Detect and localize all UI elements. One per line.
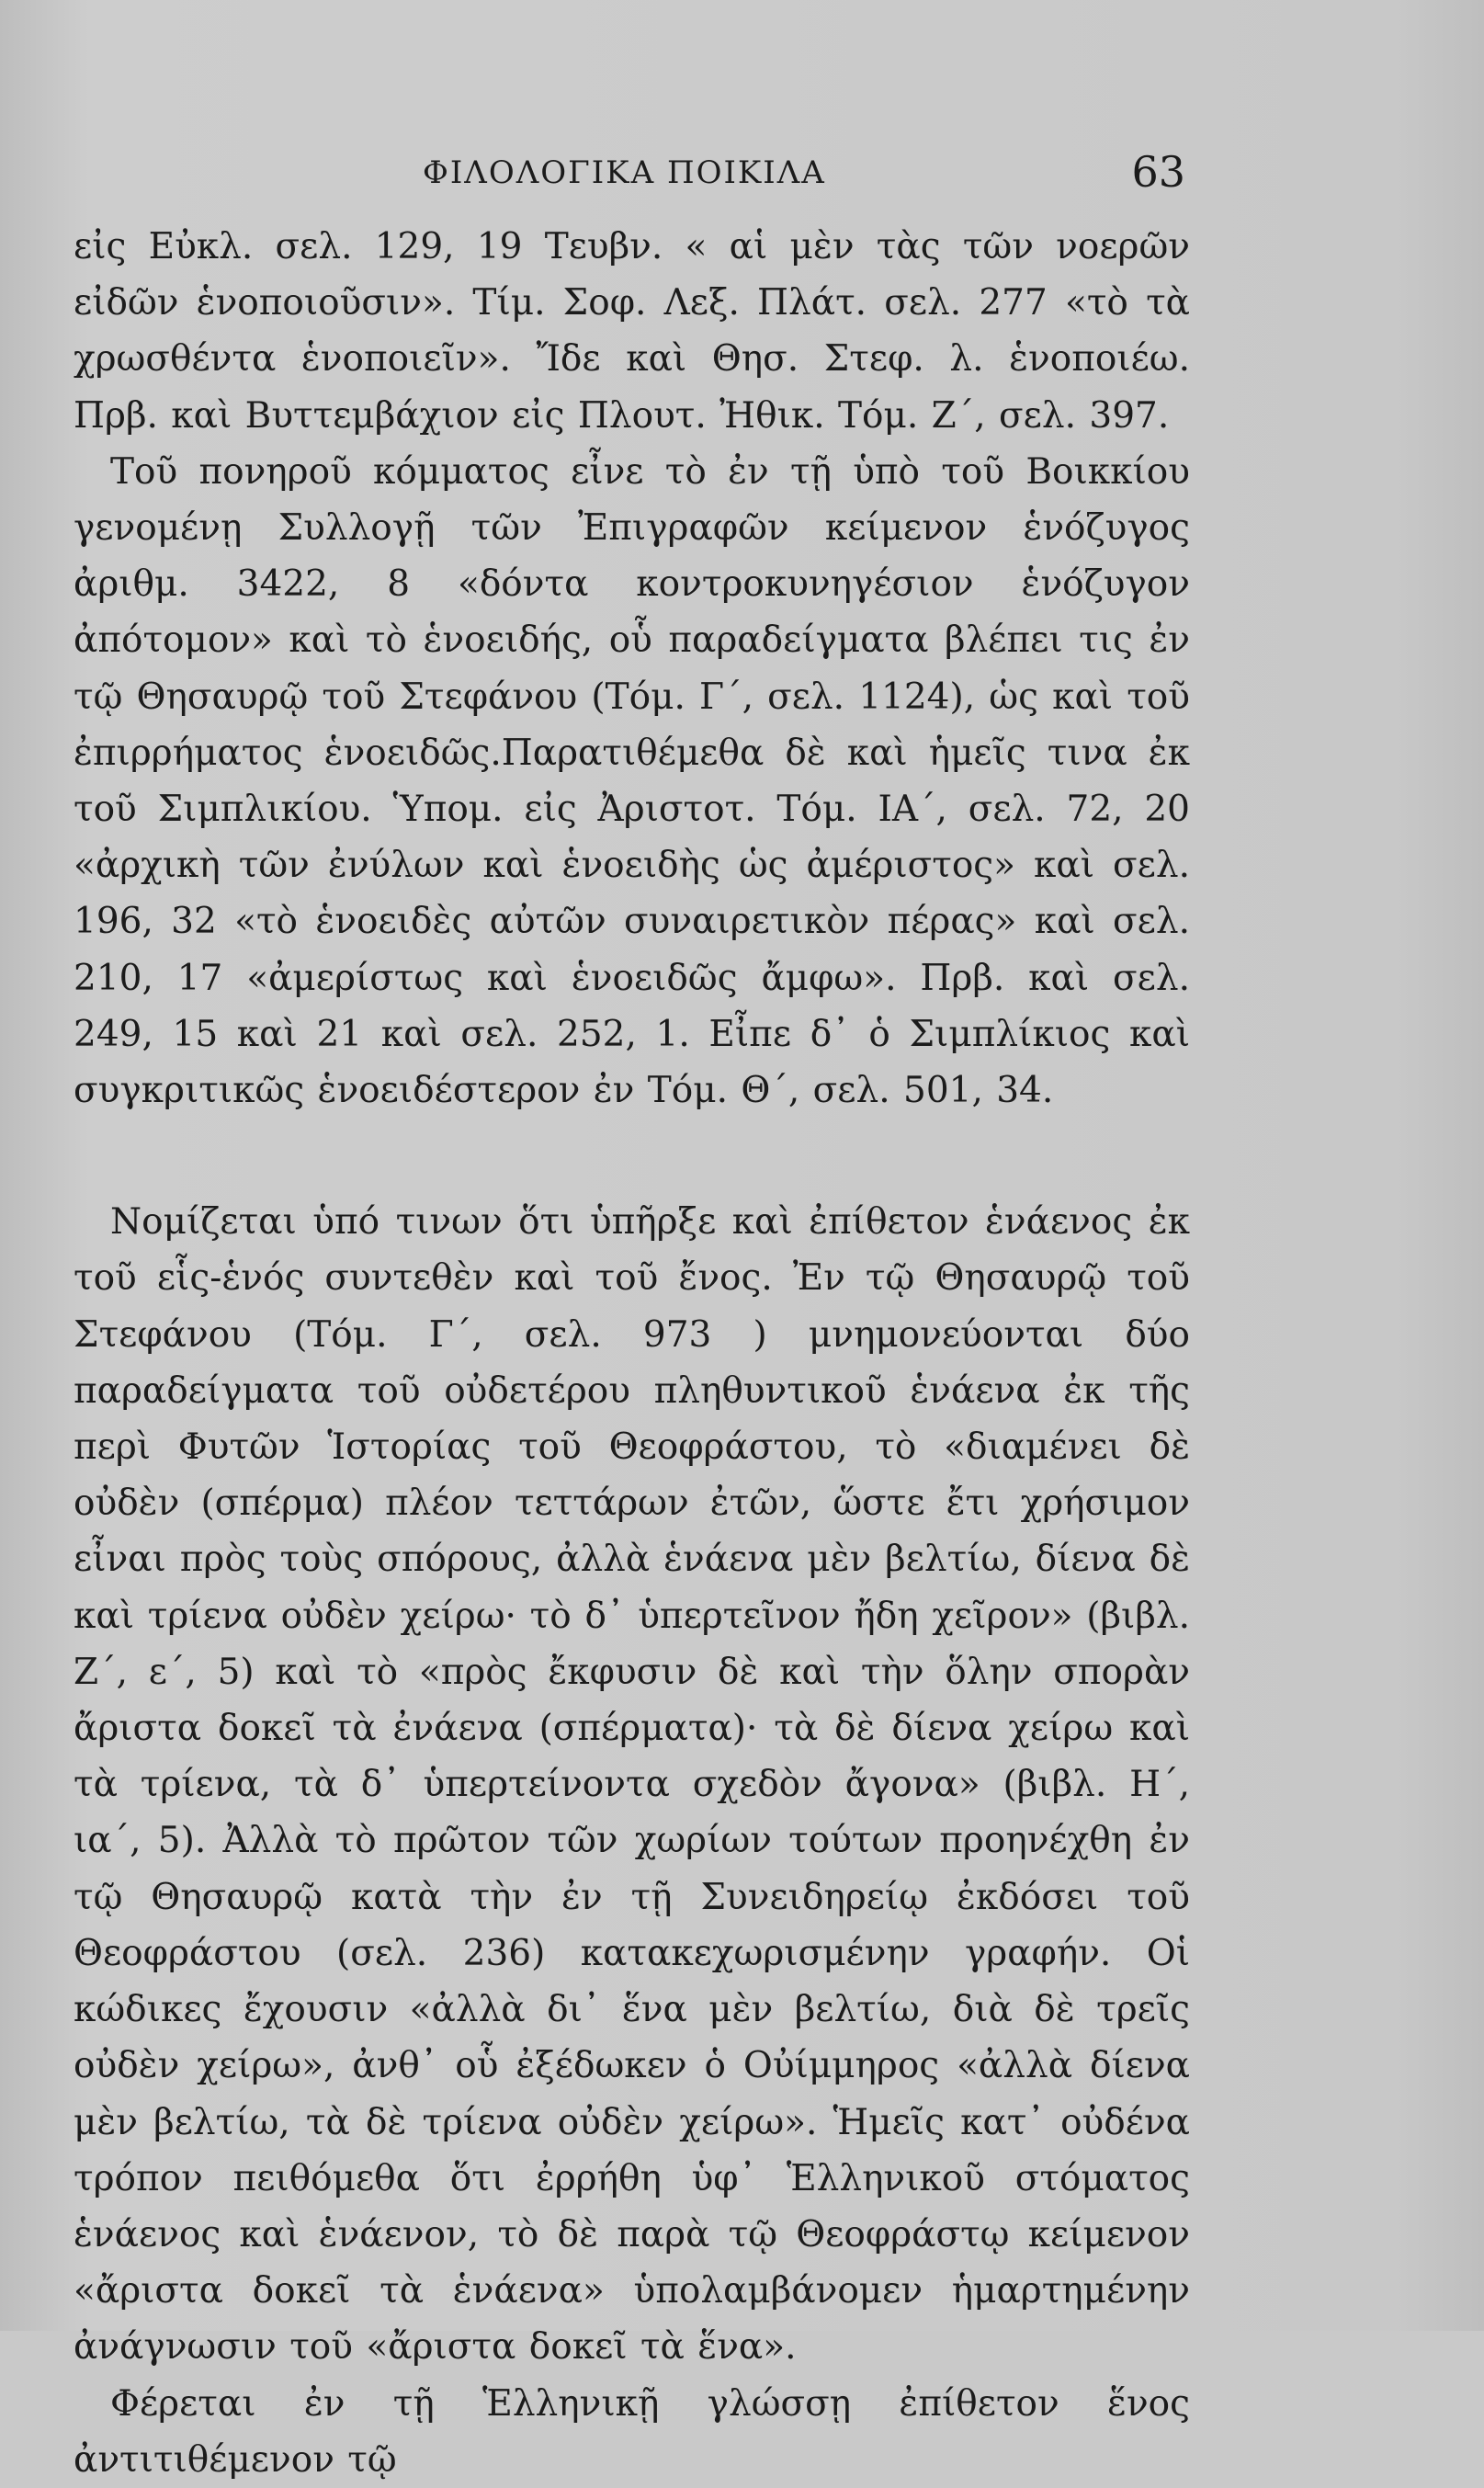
paragraph-2: Τοῦ πονηροῦ κόμματος εἶνε τὸ ἐν τῇ ὑπὸ τοῦ Βοικκίου γενομένῃ Συλλογῇ τῶν Ἐπιγραφῶν κείμενον ἑνόζυγος ἀριθμ. 3422, 8 «δόντα κοντροκυνηγέσιον ἑνόζυγον ἀπότομον» καὶ τὸ ἑνοειδής, οὗ παραδείγματα βλέπει τις ἐν τῷ Θησαυρῷ τοῦ Στεφάνου (Τόμ. Γ΄, σελ. 1124), ὡς καὶ τοῦ ἐπιρρήματος ἑνοειδῶς.Παρατιθέμεθα δὲ καὶ ἡμεῖς τινα ἐκ τοῦ Σιμπλικίου. Ὑπομ. εἰς Ἀριστοτ. Τόμ. ΙΑ΄, σελ. 72, 20 «ἀρχικὴ τῶν ἐνύλων καὶ ἑνοειδὴς ὡς ἀμέριστος» καὶ σελ. 196, 32 «τὸ ἑνοειδὲς αὐτῶν συναιρετικὸν πέρας» καὶ σελ. 210, 17 «ἀμερίστως καὶ ἑνοειδῶς ἄμφω». Πρβ. καὶ σελ. 249, 15 καὶ 21 καὶ σελ. 252, 1. Εἶπε δ᾽ ὁ Σιμπλίκιος καὶ συγκριτικῶς ἑνοειδέστερον ἐν Τόμ. Θ΄, σελ. 501, 34. [74, 450, 1190, 1112]
paragraph-3: Νομίζεται ὑπό τινων ὅτι ὑπῆρξε καὶ ἐπίθετον ἑνάενος ἐκ τοῦ εἷς-ἑνός συντεθὲν καὶ τοῦ ἔνος. Ἐν τῷ Θησαυρῷ τοῦ Στεφάνου (Τόμ. Γ΄, σελ. 973 ) μνημονεύονται δύο παραδείγματα τοῦ οὐδετέρου πληθυντικοῦ ἑνάενα ἐκ τῆς περὶ Φυτῶν Ἱστορίας τοῦ Θεοφράστου, τὸ «διαμένει δὲ οὐδὲν (σπέρμα) πλέον τεττάρων ἐτῶν, ὥστε ἔτι χρήσιμον εἶναι πρὸς τοὺς σπόρους, ἀλλὰ ἑνάενα μὲν βελτίω, δίενα δὲ καὶ τρίενα οὐδὲν χείρω· τὸ δ᾽ ὑπερτεῖνον ἤδη χεῖρον» (βιβλ. Ζ΄, ε΄, 5) καὶ τὸ «πρὸς ἔκφυσιν δὲ καὶ τὴν ὅλην σπορὰν ἄριστα δοκεῖ τὰ ἐνάενα (σπέρματα)· τὰ δὲ δίενα χείρω καὶ τὰ τρίενα, τὰ δ᾽ ὑπερτείνοντα σχεδὸν ἄγονα» (βιβλ. Η΄, ια΄, 5). Ἀλλὰ τὸ πρῶτον τῶν χωρίων τούτων προηνέχθη ἐν τῷ Θησαυρῷ κατὰ τὴν ἐν τῇ Συνειδηρείῳ ἐκδόσει τοῦ Θεοφράστου (σελ. 236) κατακεχωρισμένην γραφήν. Οἱ κώδικες ἔχουσιν «ἀλλὰ δι᾽ ἕνα μὲν βελτίω, διὰ δὲ τρεῖς οὐδὲν χείρω», ἀνθ᾽ οὗ ἐξέδωκεν ὁ Οὐίμμηρος «ἀλλὰ δίενα μὲν βελτίω, τὰ δὲ τρίενα οὐδὲν χείρω». Ἡμεῖς κατ᾽ οὐδένα τρόπον πειθόμεθα ὅτι ἐρρήθη ὑφ᾽ Ἑλληνικοῦ στόματος ἑνάενος καὶ ἑνάενον, τὸ δὲ παρὰ τῷ Θεοφράστῳ κείμενον «ἄριστα δοκεῖ τὰ ἑνάενα» ὑπολαμβάνομεν ἡμαρτημένην ἀνάγνωσιν τοῦ «ἄριστα δοκεῖ τὰ ἕνα». [74, 1201, 1190, 2369]
paragraph-1: εἰς Εὐκλ. σελ. 129, 19 Τευβν. « αἱ μὲν τὰς τῶν νοερῶν εἰδῶν ἑνοποιοῦσιν». Τίμ. Σοφ. Λεξ. Πλάτ. σελ. 277 «τὸ τὰ χρωσθέντα ἑνοποιεῖν». Ἴδε καὶ Θησ. Στεφ. λ. ἑνοποιέω. Πρβ. καὶ Βυττεμβάχιον εἰς Πλουτ. Ἠθικ. Τόμ. Ζ΄, σελ. 397. [74, 226, 1190, 437]
page-number: 63 [1131, 147, 1185, 197]
page-header [74, 147, 1195, 202]
body-text [74, 219, 1190, 2488]
running-head: ΦΙΛΟΛΟΓΙΚΑ ΠΟΙΚΙΛΑ [423, 154, 826, 191]
paragraph-4: Φέρεται ἐν τῇ Ἑλληνικῇ γλώσσῃ ἐπίθετον ἕνος ἀντιτιθέμενον τῷ [74, 2382, 1190, 2481]
